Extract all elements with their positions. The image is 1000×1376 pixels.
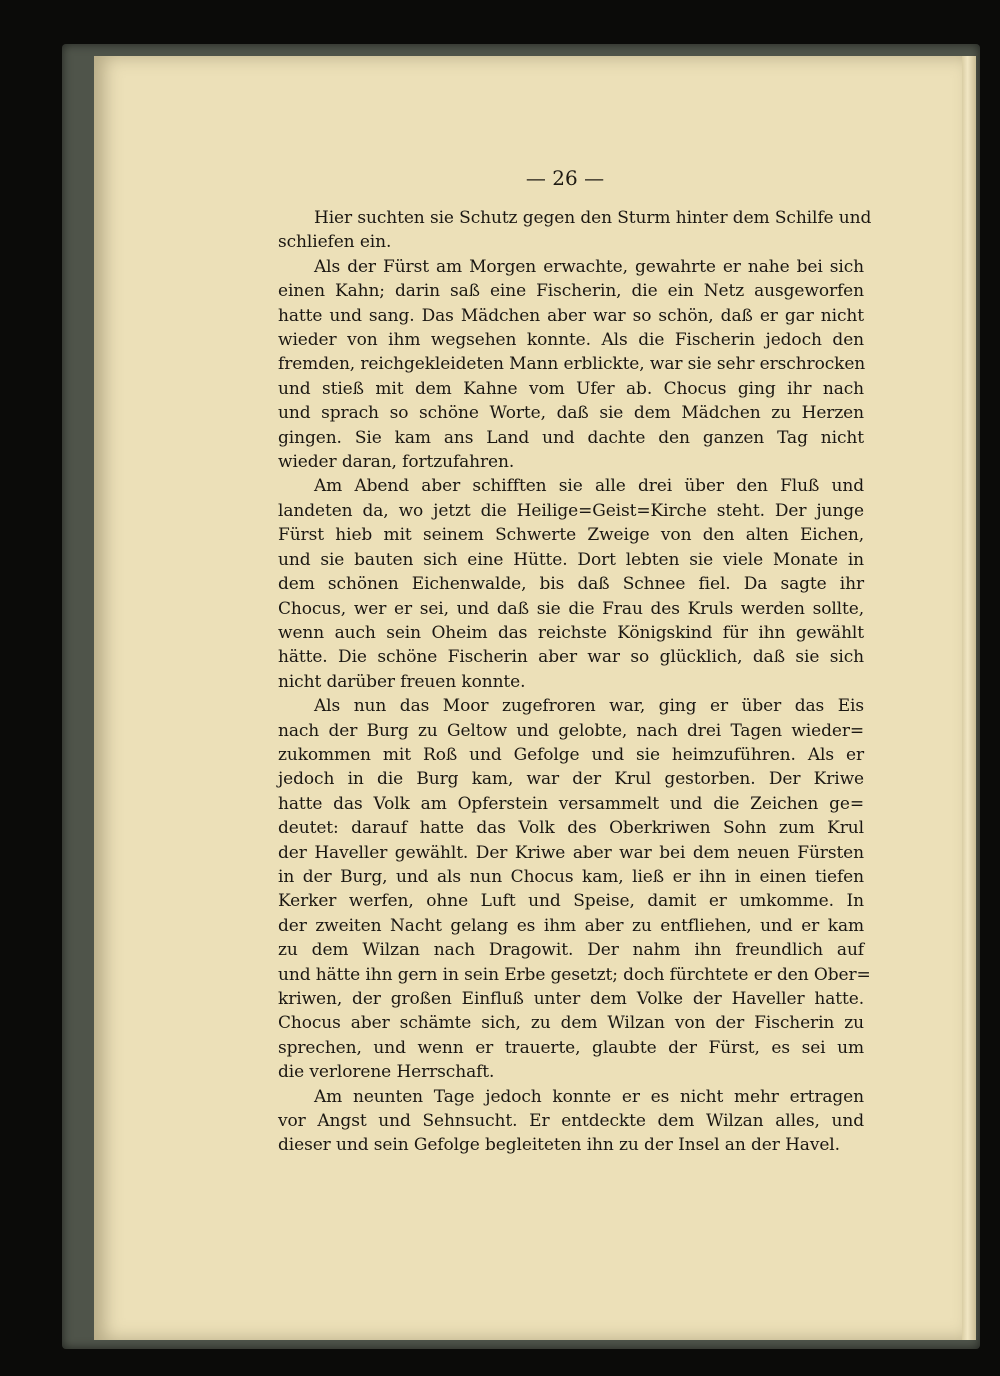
text-line: Chocus aber schämte sich, zu dem Wilzan von der Fischerin zu	[278, 1013, 864, 1034]
text-line: wieder daran, fortzufahren.	[278, 452, 515, 473]
text-line: der zweiten Nacht gelang es ihm aber zu entfliehen, und er kam	[278, 915, 864, 936]
paragraph	[278, 255, 864, 475]
text-line: wenn auch sein Oheim das reichste Königskind für ihn gewählt	[278, 622, 864, 643]
page-edge	[962, 56, 976, 1340]
text-line: Fürst hieb mit seinem Schwerte Zweige von den alten Eichen,	[278, 525, 864, 546]
text-line: vor Angst und Sehnsucht. Er entdeckte dem Wilzan alles, und	[278, 1111, 864, 1132]
text-line: Kerker werfen, ohne Luft und Speise, damit er umkomme. In	[278, 891, 864, 912]
text-line: in der Burg, und als nun Chocus kam, ließ er ihn in einen tiefen	[278, 866, 864, 887]
paragraph	[278, 694, 871, 1085]
text-line: schliefen ein.	[278, 232, 392, 253]
text-line: hätte. Die schöne Fischerin aber war so glücklich, daß sie sich	[278, 647, 864, 668]
text-line: dieser und sein Gefolge begleiteten ihn zu der Insel an der Havel.	[278, 1135, 840, 1156]
text-line: und hätte ihn gern in sein Erbe gesetzt; doch fürchtete er den Ober=	[278, 964, 871, 985]
paragraph	[278, 474, 864, 694]
text-line: Als der Fürst am Morgen erwachte, gewahrte er nahe bei sich	[314, 256, 864, 277]
text-line: und stieß mit dem Kahne vom Ufer ab. Chocus ging ihr nach	[278, 378, 864, 399]
text-line: der Haveller gewählt. Der Kriwe aber war bei dem neuen Fürsten	[278, 842, 864, 863]
text-line: die verlorene Herrschaft.	[278, 1062, 495, 1083]
text-line: hatte und sang. Das Mädchen aber war so schön, daß er gar nicht	[278, 305, 864, 326]
text-line: jedoch in die Burg kam, war der Krul gestorben. Der Kriwe	[278, 769, 864, 790]
paragraph	[278, 206, 872, 255]
page-number: — 26 —	[525, 166, 605, 190]
text-line: Am Abend aber schifften sie alle drei über den Fluß und	[314, 476, 864, 497]
body-text	[278, 206, 872, 1158]
text-line: und sie bauten sich eine Hütte. Dort lebten sie viele Monate in	[278, 549, 864, 570]
text-line: gingen. Sie kam ans Land und dachte den ganzen Tag nicht	[278, 427, 864, 448]
text-line: Am neunten Tage jedoch konnte er es nicht mehr ertragen	[314, 1086, 864, 1107]
paragraph	[278, 1085, 864, 1158]
text-line: dem schönen Eichenwalde, bis daß Schnee fiel. Da sagte ihr	[278, 574, 864, 595]
text-line: landeten da, wo jetzt die Heilige=Geist=Kirche steht. Der junge	[278, 500, 864, 521]
text-line: sprechen, und wenn er trauerte, glaubte der Fürst, es sei um	[278, 1037, 864, 1058]
text-line: Als nun das Moor zugefroren war, ging er über das Eis	[314, 696, 864, 717]
text-line: Hier suchten sie Schutz gegen den Sturm hinter dem Schilfe und	[314, 208, 872, 228]
text-line: und sprach so schöne Worte, daß sie dem Mädchen zu Herzen	[278, 403, 864, 424]
text-line: einen Kahn; darin saß eine Fischerin, die ein Netz ausgeworfen	[278, 281, 864, 302]
text-line: Chocus, wer er sei, und daß sie die Frau des Kruls werden sollte,	[278, 598, 864, 619]
text-line: zukommen mit Roß und Gefolge und sie heimzuführen. Als er	[278, 744, 864, 765]
text-line: nach der Burg zu Geltow und gelobte, nach drei Tagen wieder=	[278, 720, 864, 741]
text-line: kriwen, der großen Einfluß unter dem Volke der Haveller hatte.	[278, 989, 864, 1009]
text-line: hatte das Volk am Opferstein versammelt und die Zeichen ge=	[278, 793, 864, 814]
text-line: deutet: darauf hatte das Volk des Oberkriwen Sohn zum Krul	[278, 818, 864, 839]
text-line: fremden, reichgekleideten Mann erblickte, war sie sehr erschrocken	[278, 354, 866, 375]
text-line: nicht darüber freuen konnte.	[278, 671, 526, 692]
text-line: wieder von ihm wegsehen konnte. Als die Fischerin jedoch den	[278, 330, 864, 351]
text-line: zu dem Wilzan nach Dragowit. Der nahm ihn freundlich auf	[278, 940, 864, 961]
